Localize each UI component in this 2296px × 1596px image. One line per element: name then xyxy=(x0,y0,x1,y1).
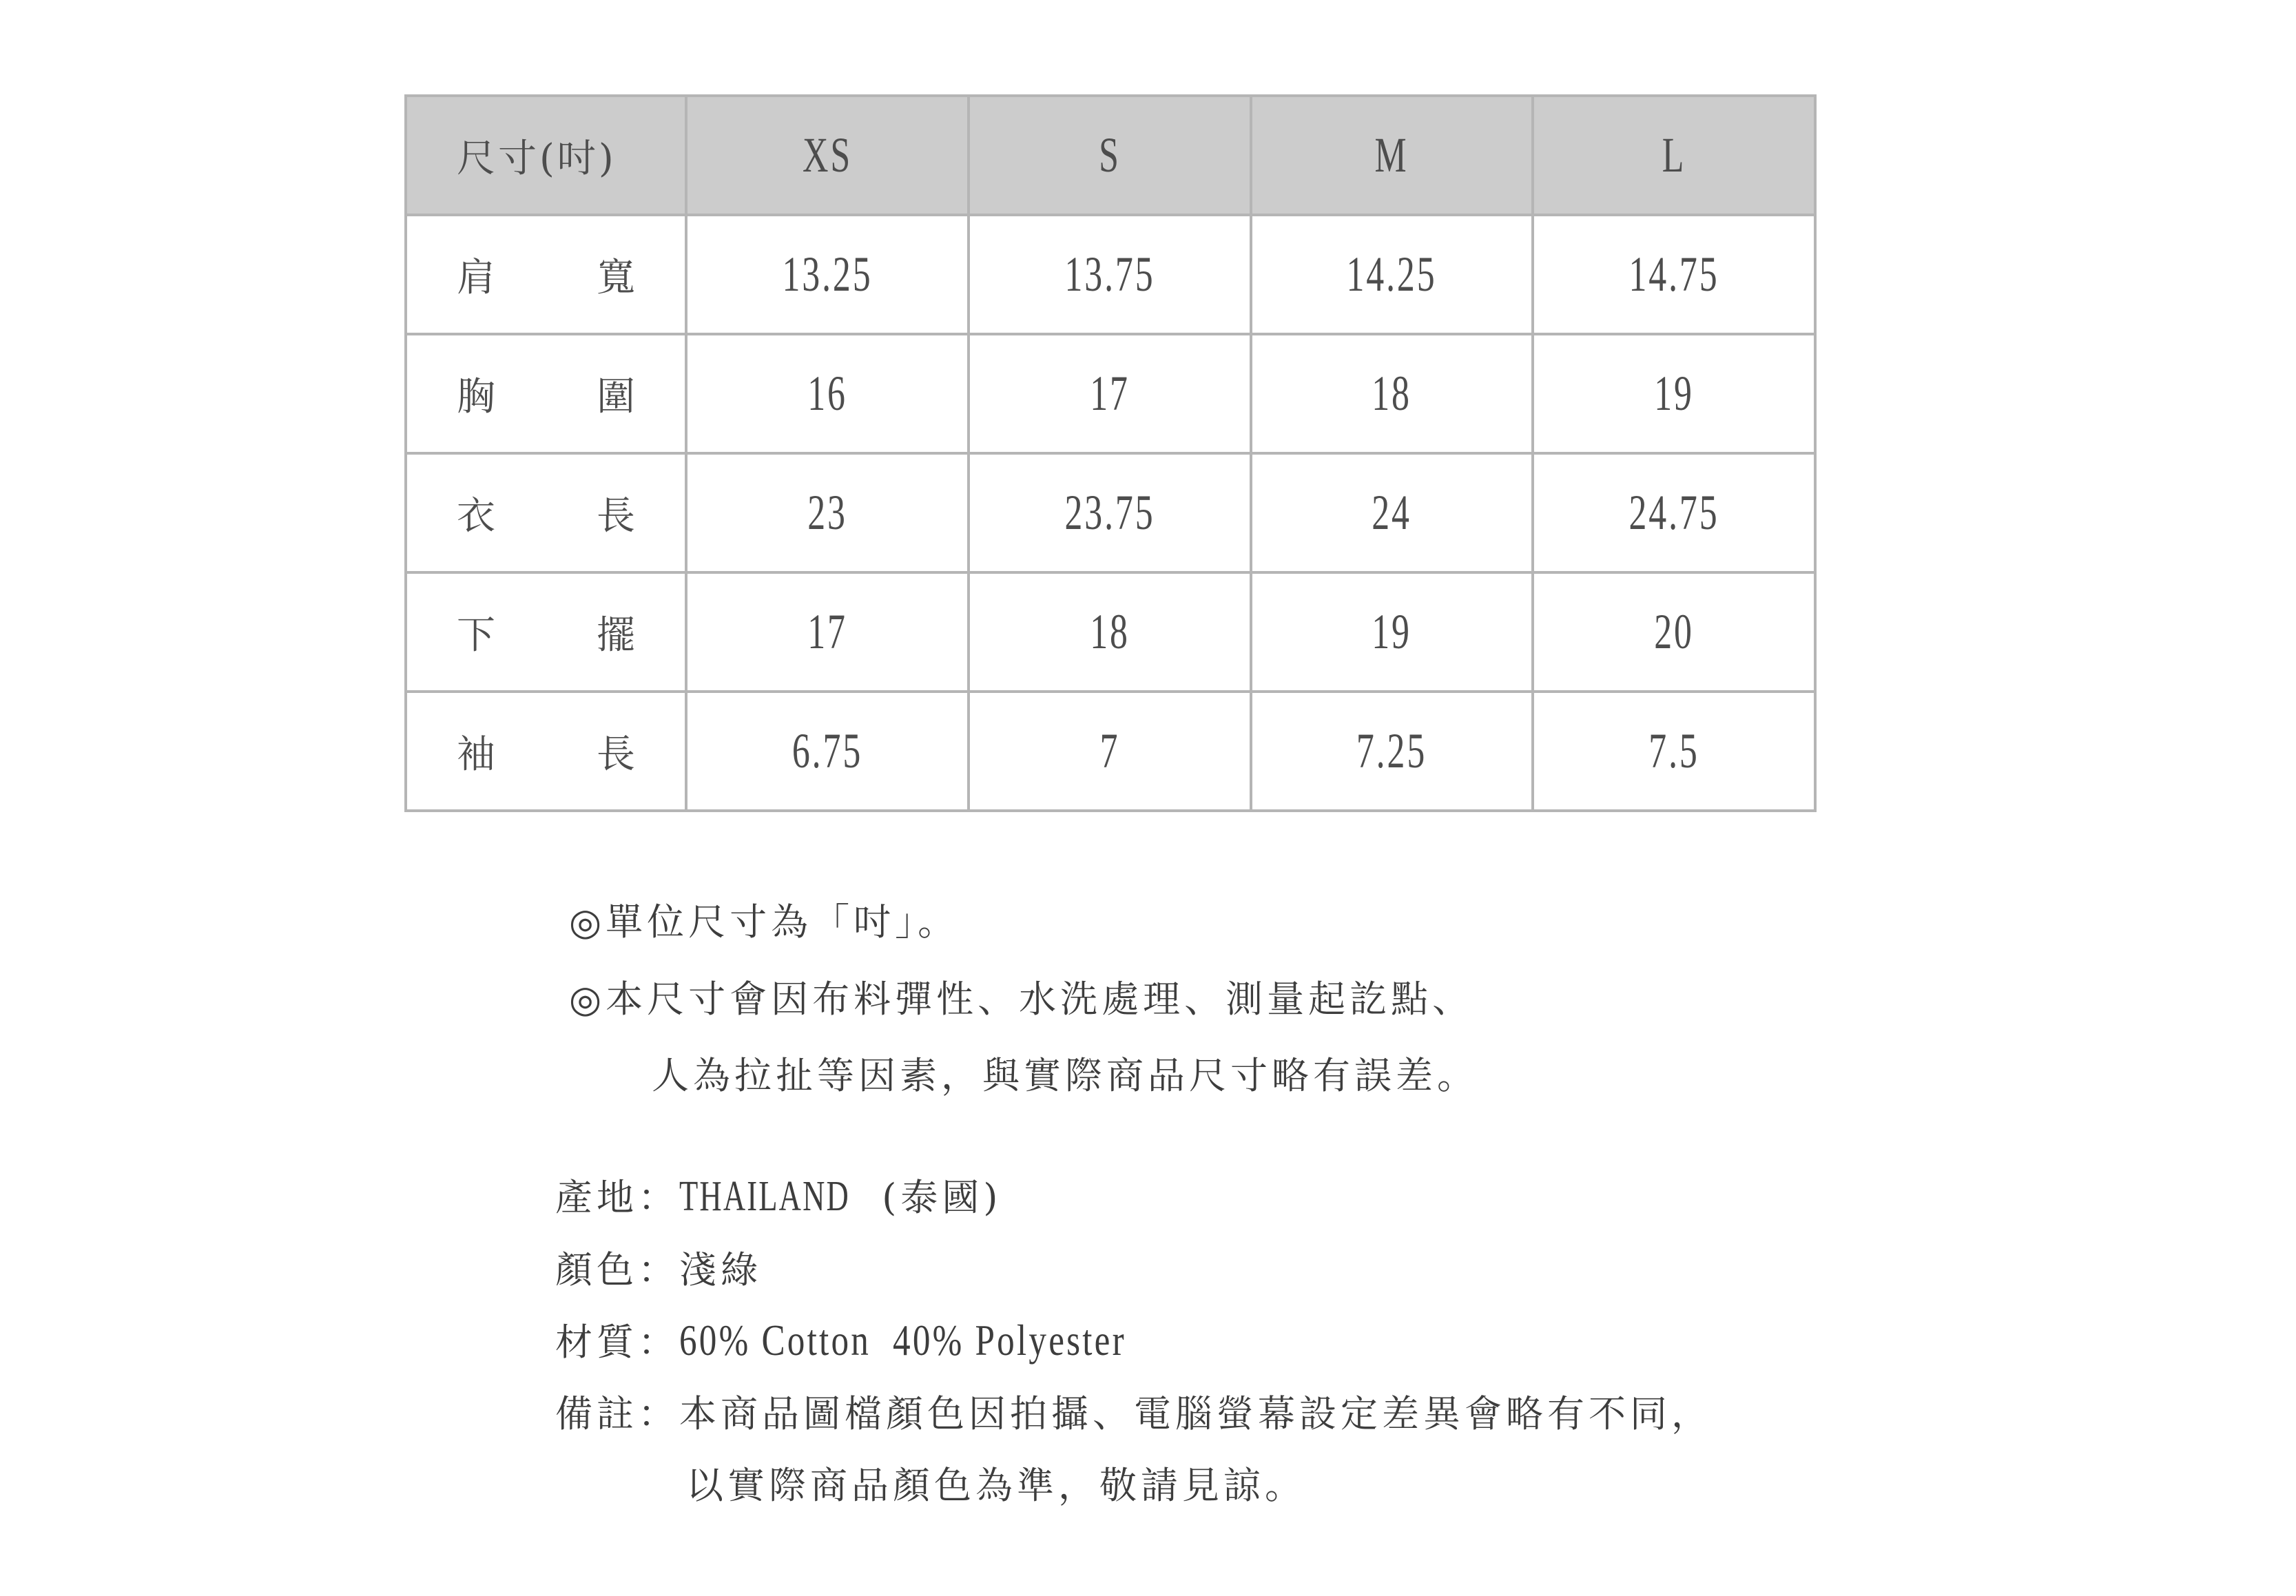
table-cell: 18 xyxy=(969,572,1251,692)
table-row-length xyxy=(406,453,1815,572)
color-line xyxy=(555,1241,762,1294)
table-cell: 23.75 xyxy=(969,453,1251,572)
row-label-shoulder-width: 肩 寬 xyxy=(406,215,686,334)
table-cell: 24 xyxy=(1251,453,1533,572)
remark-text: 本商品圖檔顏色因拍攝、電腦螢幕設定差異會略有不同， xyxy=(679,1392,1713,1436)
row-label-body-length: 衣 長 xyxy=(406,453,686,572)
origin-value: THAILAND xyxy=(679,1173,850,1220)
color-value: 淺綠 xyxy=(679,1248,762,1292)
size-unit-header: 尺寸(吋) xyxy=(406,96,686,215)
table-cell: 19 xyxy=(1533,334,1815,453)
size-chart-table xyxy=(404,94,1817,812)
table-cell: 14.25 xyxy=(1251,215,1533,334)
color-label: 顏色： xyxy=(555,1248,679,1292)
note-variance-continued: 人為拉扯等因素，與實際商品尺寸略有誤差。 xyxy=(652,1054,1478,1097)
origin-label: 產地： xyxy=(555,1176,679,1219)
size-header-s: S xyxy=(969,96,1251,215)
table-cell: 17 xyxy=(969,334,1251,453)
table-cell: 7.5 xyxy=(1533,692,1815,811)
size-header-l: L xyxy=(1533,96,1815,215)
table-row-chest xyxy=(406,334,1815,453)
table-cell: 19 xyxy=(1251,572,1533,692)
table-cell: 16 xyxy=(686,334,969,453)
table-cell: 20 xyxy=(1533,572,1815,692)
note-unit: ◎單位尺寸為「吋」。 xyxy=(569,900,960,944)
table-cell: 13.25 xyxy=(686,215,969,334)
material-value: 60% Cotton 40% Polyester xyxy=(679,1316,1126,1365)
size-header-xs: XS xyxy=(686,96,969,215)
row-label-hem: 下 擺 xyxy=(406,572,686,692)
size-header-row xyxy=(406,96,1815,215)
row-label-chest: 胸 圍 xyxy=(406,334,686,453)
remark-label: 備註： xyxy=(555,1392,679,1436)
table-cell: 7 xyxy=(969,692,1251,811)
table-row-shoulder xyxy=(406,215,1815,334)
table-cell: 23 xyxy=(686,453,969,572)
table-cell: 7.25 xyxy=(1251,692,1533,811)
table-cell: 14.75 xyxy=(1533,215,1815,334)
remark-line-continued: 以實際商品顏色為準，敬請見諒。 xyxy=(686,1464,1306,1507)
remark-line xyxy=(555,1385,1713,1438)
material-label: 材質： xyxy=(555,1320,679,1364)
table-cell: 17 xyxy=(686,572,969,692)
note-variance: ◎本尺寸會因布料彈性、水洗處理、測量起訖點、 xyxy=(569,977,1474,1021)
table-cell: 18 xyxy=(1251,334,1533,453)
size-header-m: M xyxy=(1251,96,1533,215)
table-row-hem xyxy=(406,572,1815,692)
table-cell: 13.75 xyxy=(969,215,1251,334)
table-cell: 6.75 xyxy=(686,692,969,811)
origin-country: (泰國) xyxy=(882,1176,1002,1219)
row-label-sleeve-length: 袖 長 xyxy=(406,692,686,811)
material-line xyxy=(555,1313,1238,1366)
table-row-sleeve xyxy=(406,692,1815,811)
origin-line xyxy=(555,1168,1002,1221)
table-cell: 24.75 xyxy=(1533,453,1815,572)
